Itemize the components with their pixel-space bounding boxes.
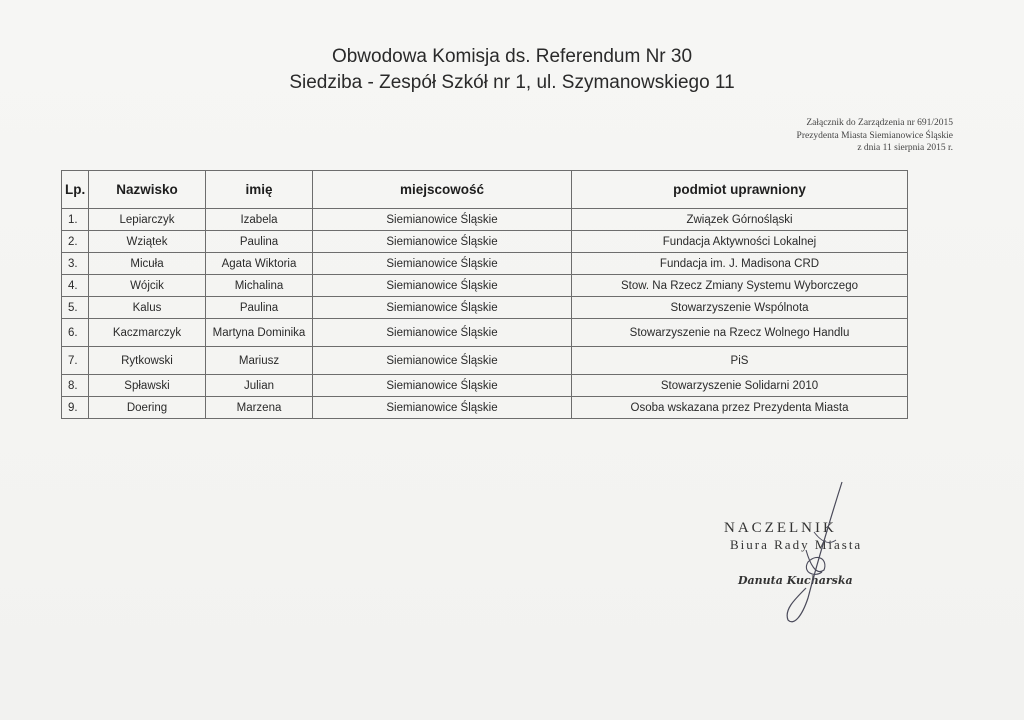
cell-city: Siemianowice Śląskie	[313, 375, 572, 397]
table-row	[62, 253, 908, 275]
cell-lp: 3.	[62, 253, 89, 275]
cell-city: Siemianowice Śląskie	[313, 297, 572, 319]
cell-lp: 7.	[62, 347, 89, 375]
cell-city: Siemianowice Śląskie	[313, 397, 572, 419]
members-table	[61, 170, 908, 419]
cell-surname: Wziątek	[89, 231, 206, 253]
annex-line-2: Prezydenta Miasta Siemianowice Śląskie	[796, 130, 953, 141]
cell-surname: Doering	[89, 397, 206, 419]
cell-name: Marzena	[206, 397, 313, 419]
document-title: Obwodowa Komisja ds. Referendum Nr 30	[331, 46, 693, 67]
header-surname: Nazwisko	[89, 171, 206, 209]
table-row	[62, 397, 908, 419]
cell-name: Michalina	[206, 275, 313, 297]
cell-surname: Rytkowski	[89, 347, 206, 375]
cell-entity: Stowarzyszenie Wspólnota	[572, 297, 908, 319]
annex-note	[797, 117, 953, 155]
header-lp: Lp.	[62, 171, 89, 209]
cell-name: Paulina	[206, 297, 313, 319]
cell-entity: Fundacja im. J. Madisona CRD	[572, 253, 908, 275]
cell-entity: Stowarzyszenie na Rzecz Wolnego Handlu	[572, 319, 908, 347]
handwritten-signature	[690, 480, 930, 630]
cell-entity: PiS	[572, 347, 908, 375]
cell-name: Martyna Dominika	[206, 319, 313, 347]
table-row	[62, 375, 908, 397]
header-entity: podmiot uprawniony	[572, 171, 908, 209]
document-subtitle: Siedziba - Zespół Szkół nr 1, ul. Szymanowskiego 11	[289, 72, 735, 93]
cell-name: Agata Wiktoria	[206, 253, 313, 275]
cell-city: Siemianowice Śląskie	[313, 275, 572, 297]
cell-lp: 9.	[62, 397, 89, 419]
table-header-row	[62, 171, 908, 209]
cell-surname: Kalus	[89, 297, 206, 319]
cell-entity: Osoba wskazana przez Prezydenta Miasta	[572, 397, 908, 419]
cell-lp: 8.	[62, 375, 89, 397]
table-row	[62, 297, 908, 319]
table-row	[62, 275, 908, 297]
cell-surname: Wójcik	[89, 275, 206, 297]
header-name: imię	[206, 171, 313, 209]
table-row	[62, 319, 908, 347]
cell-city: Siemianowice Śląskie	[313, 231, 572, 253]
cell-surname: Spławski	[89, 375, 206, 397]
cell-surname: Lepiarczyk	[89, 209, 206, 231]
table-row	[62, 347, 908, 375]
cell-name: Izabela	[206, 209, 313, 231]
cell-lp: 4.	[62, 275, 89, 297]
cell-entity: Związek Górnośląski	[572, 209, 908, 231]
cell-lp: 1.	[62, 209, 89, 231]
cell-city: Siemianowice Śląskie	[313, 319, 572, 347]
table-row	[62, 209, 908, 231]
cell-entity: Stow. Na Rzecz Zmiany Systemu Wyborczego	[572, 275, 908, 297]
cell-lp: 6.	[62, 319, 89, 347]
cell-lp: 2.	[62, 231, 89, 253]
cell-city: Siemianowice Śląskie	[313, 209, 572, 231]
annex-line-3: z dnia 11 sierpnia 2015 r.	[857, 143, 953, 153]
header-city: miejscowość	[313, 171, 572, 209]
cell-surname: Kaczmarczyk	[89, 319, 206, 347]
cell-entity: Stowarzyszenie Solidarni 2010	[572, 375, 908, 397]
stamp-name: Danuta Kucharska	[738, 574, 853, 587]
cell-name: Mariusz	[206, 347, 313, 375]
cell-city: Siemianowice Śląskie	[313, 347, 572, 375]
cell-lp: 5.	[62, 297, 89, 319]
signature-stroke	[787, 482, 842, 622]
cell-city: Siemianowice Śląskie	[313, 253, 572, 275]
cell-entity: Fundacja Aktywności Lokalnej	[572, 231, 908, 253]
table-row	[62, 231, 908, 253]
cell-name: Paulina	[206, 231, 313, 253]
cell-surname: Micuła	[89, 253, 206, 275]
stamp-title: NACZELNIK	[724, 520, 837, 536]
cell-name: Julian	[206, 375, 313, 397]
stamp-subtitle: Biura Rady Miasta	[730, 537, 863, 552]
annex-line-1: Załącznik do Zarządzenia nr 691/2015	[806, 118, 953, 128]
